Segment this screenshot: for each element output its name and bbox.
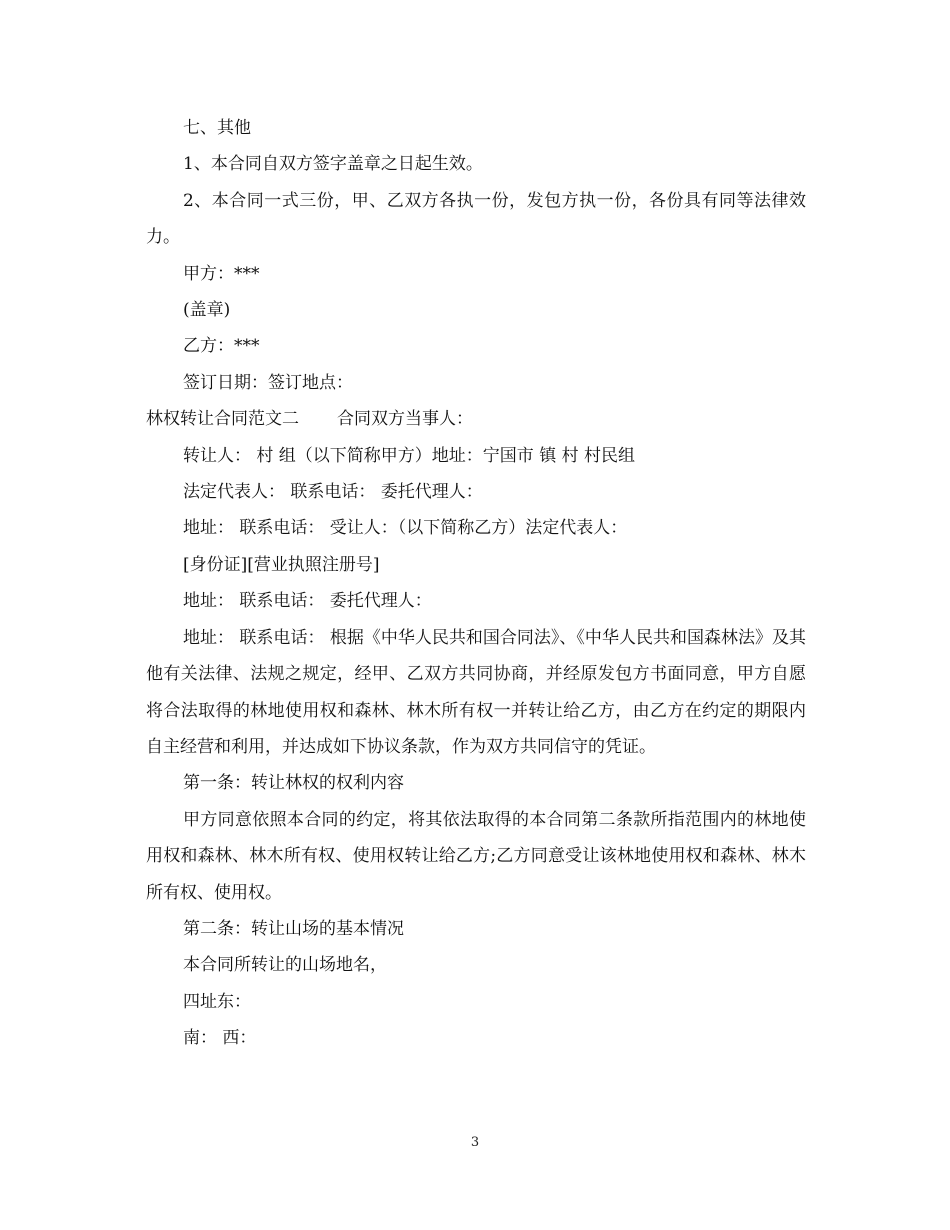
section-heading-other: 七、其他 xyxy=(183,118,251,138)
article-one-body: 甲方同意依照本合同的约定，将其依法取得的本合同第二条款所指范围内的林地使用权和森林、林木所有权、使用权转让给乙方;乙方同意受让该林地使用权和森林、林木所有权、使用权。 xyxy=(146,809,806,903)
article-two-heading: 第二条：转让山场的基本情况 xyxy=(183,918,404,939)
party-a-signature: 甲方：*** xyxy=(183,263,260,284)
contract-title: 林权转让合同范文二 xyxy=(146,409,299,430)
clause-copies: 2、本合同一式三份，甲、乙双方各执一份，发包方执一份，各份具有同等法律效力。 xyxy=(146,190,806,248)
boundary-south-west: 南： 西： xyxy=(183,1028,257,1049)
legal-basis-paragraph: 地址： 联系电话： 根据《中华人民共和国合同法》、《中华人民共和国森林法》及其他有关法律、法规之规定，经甲、乙双方共同协商，并经原发包方书面同意，甲方自愿将合法取得的林地使用权和森林、林木所有权一并转让给乙方，由乙方在约定的期限内自主经营和利用，并达成如下协议条款，作为双方共同信守的凭证。 xyxy=(146,627,806,757)
id-license-line: [身份证][营业执照注册号] xyxy=(183,554,380,575)
transferor-info: 转让人： 村 组（以下简称甲方）地址：宁国市 镇 村 村民组 xyxy=(183,445,636,466)
seal-note: (盖章) xyxy=(183,300,231,321)
clause-effective: 1、本合同自双方签字盖章之日起生效。 xyxy=(183,154,483,175)
contract-parties-label: 合同双方当事人： xyxy=(337,409,473,430)
signing-date-place: 签订日期：签订地点： xyxy=(183,372,353,393)
transferee-address-line: 地址： 联系电话： 委托代理人： xyxy=(183,591,432,612)
article-two-location: 本合同所转让的山场地名， xyxy=(183,955,387,976)
transferee-info: 地址： 联系电话： 受让人：（以下简称乙方）法定代表人： xyxy=(183,518,628,539)
page-number: 3 xyxy=(470,1135,480,1150)
boundary-east: 四址东： xyxy=(183,991,251,1012)
document-body xyxy=(146,110,806,1057)
party-b-signature: 乙方：*** xyxy=(183,336,260,357)
legal-representative-line: 法定代表人： 联系电话： 委托代理人： xyxy=(183,482,483,503)
contract-title-line xyxy=(146,401,806,437)
article-one-heading: 第一条：转让林权的权利内容 xyxy=(183,773,404,794)
